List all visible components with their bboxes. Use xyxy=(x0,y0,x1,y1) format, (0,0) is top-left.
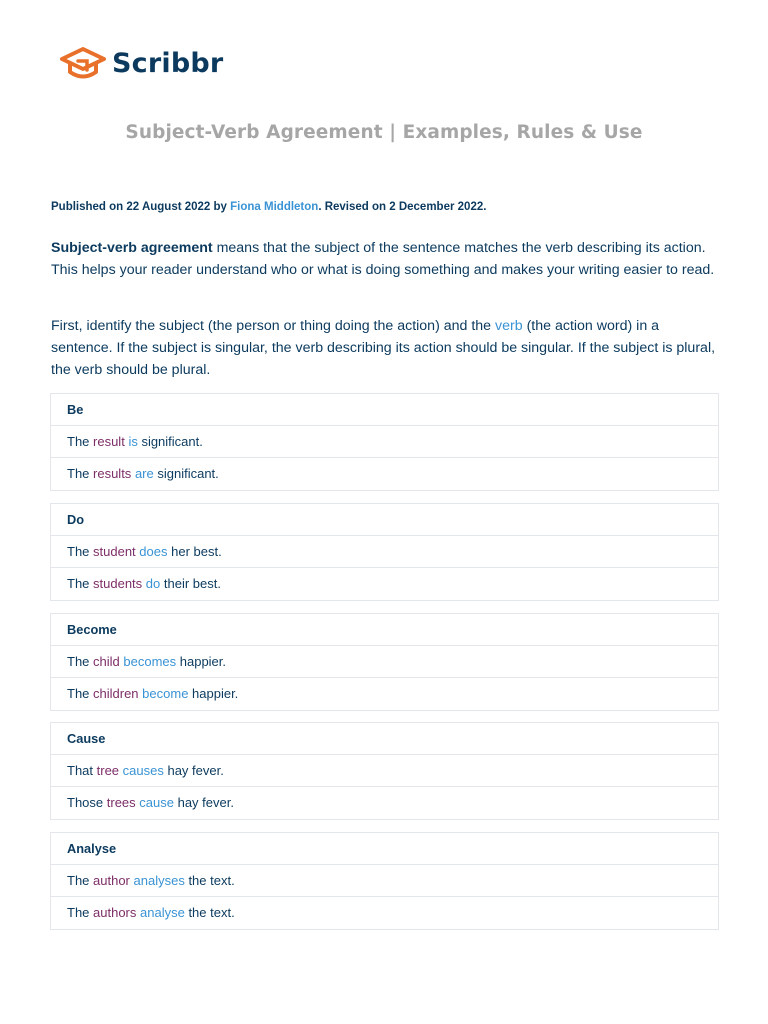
sentence-end: happier. xyxy=(188,686,239,701)
key-term: Subject-verb agreement xyxy=(51,240,213,256)
example-heading: Become xyxy=(51,614,718,646)
subject-word: tree xyxy=(96,763,120,778)
example-card xyxy=(50,613,719,711)
sentence-start: The xyxy=(67,434,94,449)
author-link[interactable]: Fiona Middleton xyxy=(230,201,319,213)
example-sentence xyxy=(51,678,718,710)
verb-word: causes xyxy=(122,763,164,778)
verb-word: analyse xyxy=(140,905,185,920)
sentence-end: the text. xyxy=(184,873,235,888)
example-sentence xyxy=(51,568,718,600)
verb-link[interactable]: verb xyxy=(495,318,523,334)
example-heading: Do xyxy=(51,504,718,536)
sentence-end: significant. xyxy=(153,466,219,481)
subject-word: results xyxy=(93,466,132,481)
sentence-end: significant. xyxy=(137,434,203,449)
sentence-start: The xyxy=(67,654,94,669)
page-title: Subject-Verb Agreement | Examples, Rules & Use xyxy=(125,122,643,143)
sentence-start: The xyxy=(67,544,94,559)
sentence-start: The xyxy=(67,466,94,481)
intro-paragraph xyxy=(51,237,723,281)
sentence-start: The xyxy=(67,686,94,701)
subject-word: trees xyxy=(106,795,136,810)
example-sentence xyxy=(51,755,718,787)
example-sentence xyxy=(51,897,718,929)
verb-word: are xyxy=(134,466,154,481)
scribbr-logo[interactable] xyxy=(58,45,223,83)
example-sentence xyxy=(51,646,718,678)
subject-word: children xyxy=(93,686,139,701)
subject-word: child xyxy=(93,654,120,669)
subject-word: authors xyxy=(93,905,137,920)
sentence-end: their best. xyxy=(160,576,221,591)
sentence-start: That xyxy=(67,763,97,778)
sentence-end: hay fever. xyxy=(163,763,224,778)
sentence-end: hay fever. xyxy=(173,795,234,810)
intro-text: means that the subject of the sentence matches the verb describing its action. This helps your reader understand who or what is doing something and makes your writing easier to read. xyxy=(51,240,715,278)
example-sentence xyxy=(51,787,718,819)
brand-name: Scribbr xyxy=(112,48,224,79)
example-sentence xyxy=(51,458,718,490)
example-heading: Be xyxy=(51,394,718,426)
subject-word: students xyxy=(93,576,143,591)
verb-word: does xyxy=(139,544,168,559)
subject-word: result xyxy=(93,434,125,449)
example-card xyxy=(50,393,719,491)
graduation-cap-icon xyxy=(58,45,108,83)
sentence-end: the text. xyxy=(184,905,235,920)
rule-paragraph xyxy=(51,315,723,381)
example-card xyxy=(50,832,719,930)
subject-word: student xyxy=(93,544,136,559)
revised-date: . Revised on 2 December 2022. xyxy=(318,201,487,213)
rule-text-end: (the action word) in a sentence. If the subject is singular, the verb describing its action should be singular. If the subject is plural, the verb should be plural. xyxy=(51,318,716,378)
verb-word: cause xyxy=(139,795,174,810)
verb-word: becomes xyxy=(123,654,177,669)
verb-word: become xyxy=(142,686,189,701)
subject-word: author xyxy=(93,873,130,888)
example-heading: Cause xyxy=(51,723,718,755)
verb-word: do xyxy=(145,576,161,591)
publication-info xyxy=(51,201,486,213)
sentence-start: The xyxy=(67,905,94,920)
example-heading: Analyse xyxy=(51,833,718,865)
published-date: Published on 22 August 2022 by xyxy=(51,201,231,213)
sentence-start: Those xyxy=(67,795,107,810)
sentence-end: her best. xyxy=(167,544,222,559)
example-sentence xyxy=(51,426,718,458)
verb-word: analyses xyxy=(133,873,185,888)
example-card xyxy=(50,722,719,820)
example-sentence xyxy=(51,536,718,568)
sentence-end: happier. xyxy=(176,654,227,669)
sentence-start: The xyxy=(67,576,94,591)
example-card xyxy=(50,503,719,601)
verb-word: is xyxy=(128,434,138,449)
example-sentence xyxy=(51,865,718,897)
rule-text-start: First, identify the subject (the person or thing doing the action) and the xyxy=(51,318,496,334)
sentence-start: The xyxy=(67,873,94,888)
